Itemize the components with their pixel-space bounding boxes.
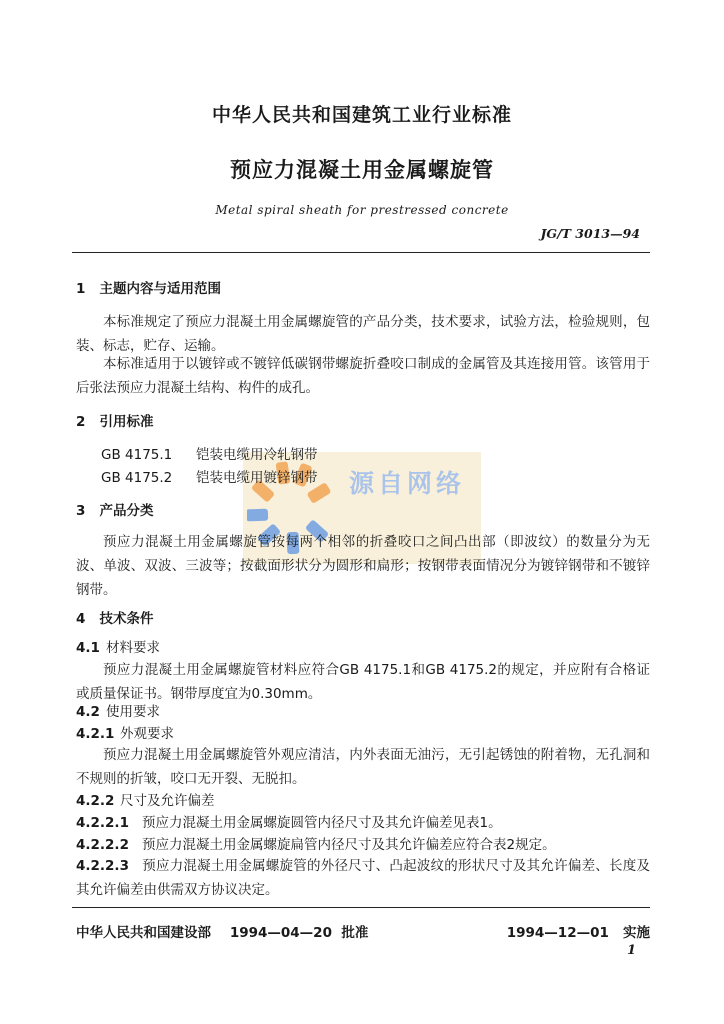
clause-text: 预应力混凝土用金属螺旋扁管内径尺寸及其允许偏差应符合表2规定。 (142, 837, 556, 853)
document-subtitle-en: Metal spiral sheath for prestressed concrete (215, 203, 509, 217)
clause-4-2-2-3 (76, 854, 650, 902)
reference-name: 铠装电缆用冷轧钢带 (196, 447, 318, 463)
document-title: 预应力混凝土用金属螺旋管 (230, 158, 494, 182)
section-title: 技术条件 (99, 611, 154, 627)
subsection-4-2-heading (76, 702, 160, 723)
section-title: 材料要求 (106, 640, 160, 656)
approval-label: 批准 (341, 925, 369, 941)
section-title: 尺寸及允许偏差 (120, 793, 215, 809)
reference-code: GB 4175.2 (101, 470, 173, 486)
clause-text: 预应力混凝土用金属螺旋圆管内径尺寸及其允许偏差见表1。 (142, 815, 502, 831)
page-number: 1 (626, 943, 636, 958)
subsection-4-2-1-heading (76, 724, 174, 745)
section-1-heading (76, 277, 221, 297)
effective-label: 实施 (623, 925, 650, 941)
subsection-4-1-heading (76, 638, 160, 659)
clause-4-2-2-2 (76, 835, 556, 856)
clause-text: 预应力混凝土用金属螺旋管的外径尺寸、凸起波纹的形状尺寸及其允许偏差、长度及其允许偏差由供需双方协议决定。 (76, 858, 650, 898)
clause-number: 4.2.2.1 (76, 815, 129, 831)
section-number: 2 (76, 414, 86, 430)
section-title: 主题内容与适用范围 (99, 281, 222, 297)
watermark-text: 源自网络 (349, 469, 466, 498)
standard-category-header: 中华人民共和国建筑工业行业标准 (211, 104, 512, 126)
section-4-heading (76, 607, 154, 627)
clause-number: 4.2.2.2 (76, 837, 129, 853)
paragraph: 本标准规定了预应力混凝土用金属螺旋管的产品分类，技术要求，试验方法，检验规则，包装、标志，贮存、运输。 (76, 314, 650, 354)
footer-approval (76, 921, 368, 941)
section-title: 外观要求 (120, 726, 174, 742)
section-number: 1 (76, 281, 86, 297)
section-2-heading (76, 410, 154, 430)
approval-date: 1994—04—20 (229, 925, 332, 941)
reference-name: 铠装电缆用镀锌钢带 (196, 470, 318, 486)
paragraph: 预应力混凝土用金属螺旋管材料应符合GB 4175.1和GB 4175.2的规定，并应附有合格证或质量保证书。钢带厚度宜为0.30mm。 (76, 662, 650, 702)
issuing-authority: 中华人民共和国建设部 (76, 925, 211, 941)
section-number: 4.2 (76, 704, 100, 720)
subsection-4-2-2-heading (76, 791, 215, 812)
clause-4-2-2-1 (76, 813, 502, 834)
section-title: 产品分类 (99, 503, 154, 519)
paragraph: 预应力混凝土用金属螺旋管按每两个相邻的折叠咬口之间凸出部（即波纹）的数量分为无波、单波、双波、三波等；按截面形状分为圆形和扁形；按钢带表面情况分为镀锌钢带和不镀锌钢带。 (76, 534, 650, 598)
section-title: 使用要求 (106, 704, 160, 720)
section-3-heading (76, 499, 154, 519)
section-number: 4.1 (76, 640, 100, 656)
paragraph: 本标准适用于以镀锌或不镀锌低碳钢带螺旋折叠咬口制成的金属管及其连接用管。该管用于后张法预应力混凝土结构、构件的成孔。 (76, 356, 650, 396)
section-number: 3 (76, 503, 86, 519)
section-title: 引用标准 (99, 414, 154, 430)
footer-divider (72, 907, 650, 908)
standard-number: JG/T 3013—94 (540, 226, 640, 241)
section-number: 4.2.1 (76, 726, 115, 742)
reference-item (101, 466, 318, 486)
section-number: 4.2.2 (76, 793, 115, 809)
effective-date: 1994—12—01 (506, 925, 609, 941)
section-number: 4 (76, 611, 86, 627)
footer-effective (507, 921, 650, 941)
paragraph: 预应力混凝土用金属螺旋管外观应清洁，内外表面无油污，无引起锈蚀的附着物，无孔洞和不规则的折皱，咬口无开裂、无脱扣。 (76, 747, 650, 787)
reference-item (101, 443, 318, 463)
reference-code: GB 4175.1 (101, 447, 173, 463)
top-divider (72, 252, 650, 253)
clause-number: 4.2.2.3 (76, 858, 129, 874)
